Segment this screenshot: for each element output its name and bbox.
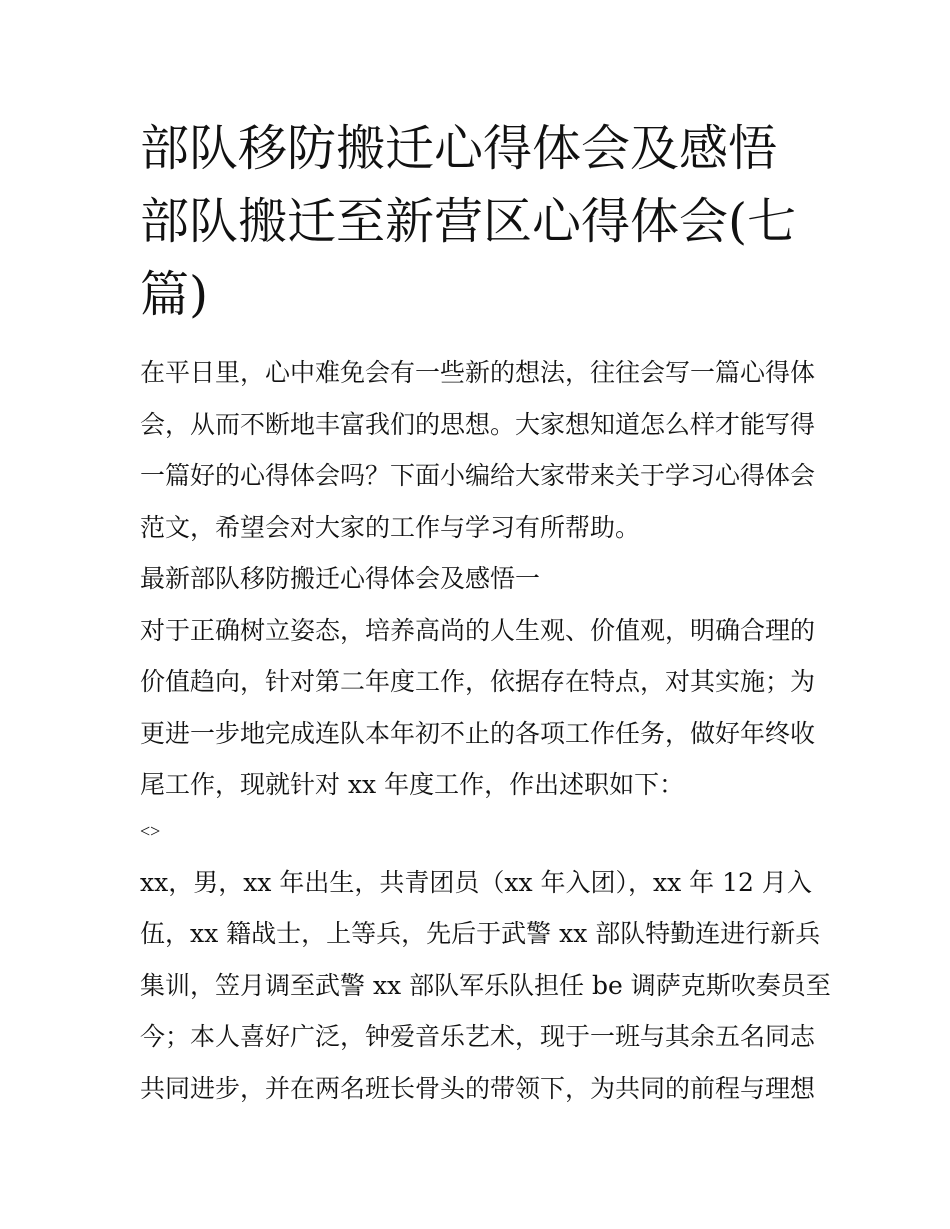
title-line: 部队移防搬迁心得体会及感悟 [140,120,778,177]
body-paragraph-2 [140,857,831,1115]
intro-line: 在平日里，心中难免会有一些新的想法，往往会写一篇心得体 [140,358,816,387]
body-line: 伍，xx 籍战士，上等兵，先后于武警 xx 部队特勤连进行新兵 [140,919,821,948]
intro-paragraph [140,347,820,553]
document-content [140,112,831,1114]
body-line: 尾工作，现就针对 xx 年度工作，作出述职如下： [140,770,685,799]
body-paragraph-1 [140,605,820,811]
placeholder-marker: <> [140,820,161,841]
body-line: 更进一步地完成连队本年初不止的各项工作任务，做好年终收 [140,718,816,748]
body-line: 对于正确树立姿态，培养高尚的人生观、价值观，明确合理的 [140,615,816,645]
section-heading: 最新部队移防搬迁心得体会及感悟一 [140,564,541,593]
body-line: 共同进步，并在两名班长骨头的带领下，为共同的前程与理想 [140,1073,816,1103]
intro-line: 范文，希望会对大家的工作与学习有所帮助。 [140,512,641,542]
intro-line: 一篇好的心得体会吗？下面小编给大家带来关于学习心得体会 [140,461,816,490]
section-heading-block [140,553,820,605]
intro-line: 会，从而不断地丰富我们的思想。大家想知道怎么样才能写得 [140,409,816,439]
title-line: 部队搬迁至新营区心得体会(七 [140,193,797,250]
body-line: 集训，笠月调至武警 xx 部队军乐队担任 be 调萨克斯吹奏员至 [140,970,831,1000]
body-line: 今；本人喜好广泛，钟爱音乐艺术，现于一班与其余五名同志 [140,1022,816,1051]
title-line: 篇) [140,266,209,323]
body-line: xx，男，xx 年出生，共青团员（xx 年入团），xx 年 12 月入 [140,867,812,897]
document-title [140,112,820,331]
body-line: 价值趋向，针对第二年度工作，依据存在特点，对其实施；为 [140,667,816,696]
